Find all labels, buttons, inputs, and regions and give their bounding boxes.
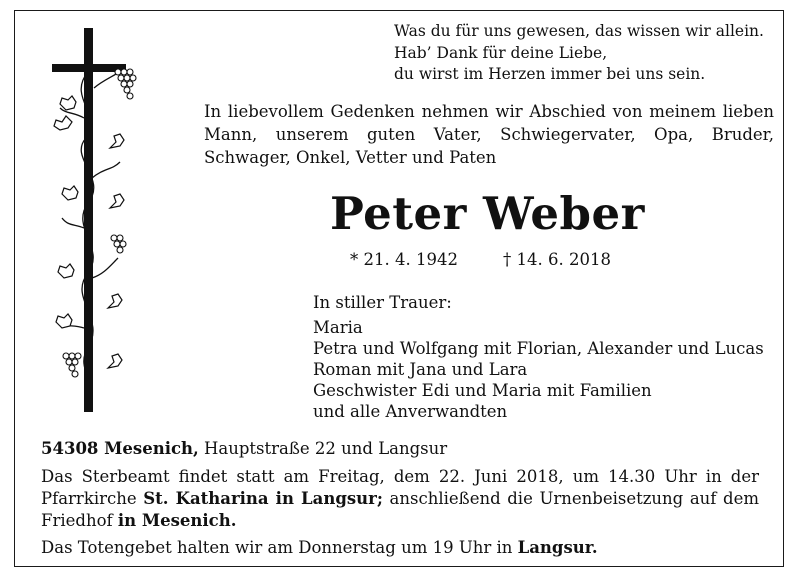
funeral-text: Friedhof <box>41 511 118 530</box>
mourner-line: Geschwister Edi und Maria mit Familien <box>313 381 652 400</box>
prayer-info <box>41 537 598 559</box>
poem-line: Was du für uns gewesen, das wissen wir allein. <box>394 22 764 40</box>
mourner-line: und alle Anverwandten <box>313 402 508 421</box>
mourner-line: Petra und Wolfgang mit Florian, Alexander und Lucas <box>313 339 764 358</box>
cross-with-vine-icon <box>46 28 146 418</box>
church-name: St. Katharina in Langsur; <box>143 489 383 508</box>
funeral-info <box>41 466 759 532</box>
mourner-line: Roman mit Jana und Lara <box>313 360 528 379</box>
funeral-line-2 <box>41 488 759 510</box>
poem-line: du wirst im Herzen immer bei uns sein. <box>394 65 706 83</box>
cemetery-place: in Mesenich. <box>117 511 237 530</box>
mourner-line: Maria <box>313 318 363 337</box>
prayer-place: Langsur. <box>517 538 598 557</box>
intro-text: In liebevollem Gedenken nehmen wir Abschied von meinem lieben Mann, unserem guten Vater, Schwiegervater, Opa, Bruder, Schwager, Onkel, Vetter und Paten <box>204 102 774 167</box>
deceased-name: Peter Weber <box>330 187 645 240</box>
poem <box>394 21 774 86</box>
funeral-text: anschließend die Urnenbeisetzung auf dem <box>382 489 759 508</box>
address <box>41 438 447 460</box>
poem-line: Hab’ Dank für deine Liebe, <box>394 43 608 62</box>
death-date: † 14. 6. 2018 <box>503 250 611 269</box>
prayer-text: Das Totengebet halten wir am Donnerstag um 19 Uhr in <box>41 538 518 557</box>
mourners-heading: In stiller Trauer: <box>313 293 452 312</box>
birth-date: * 21. 4. 1942 <box>350 250 458 269</box>
funeral-line-1: Das Sterbeamt findet statt am Freitag, dem 22. Juni 2018, um 14.30 Uhr in der <box>41 467 759 486</box>
funeral-text: Pfarrkirche <box>41 489 144 508</box>
funeral-line-3 <box>41 510 759 532</box>
mourners-list <box>313 317 764 422</box>
address-street: Hauptstraße 22 und Langsur <box>198 439 448 458</box>
address-city: 54308 Mesenich, <box>41 439 199 458</box>
